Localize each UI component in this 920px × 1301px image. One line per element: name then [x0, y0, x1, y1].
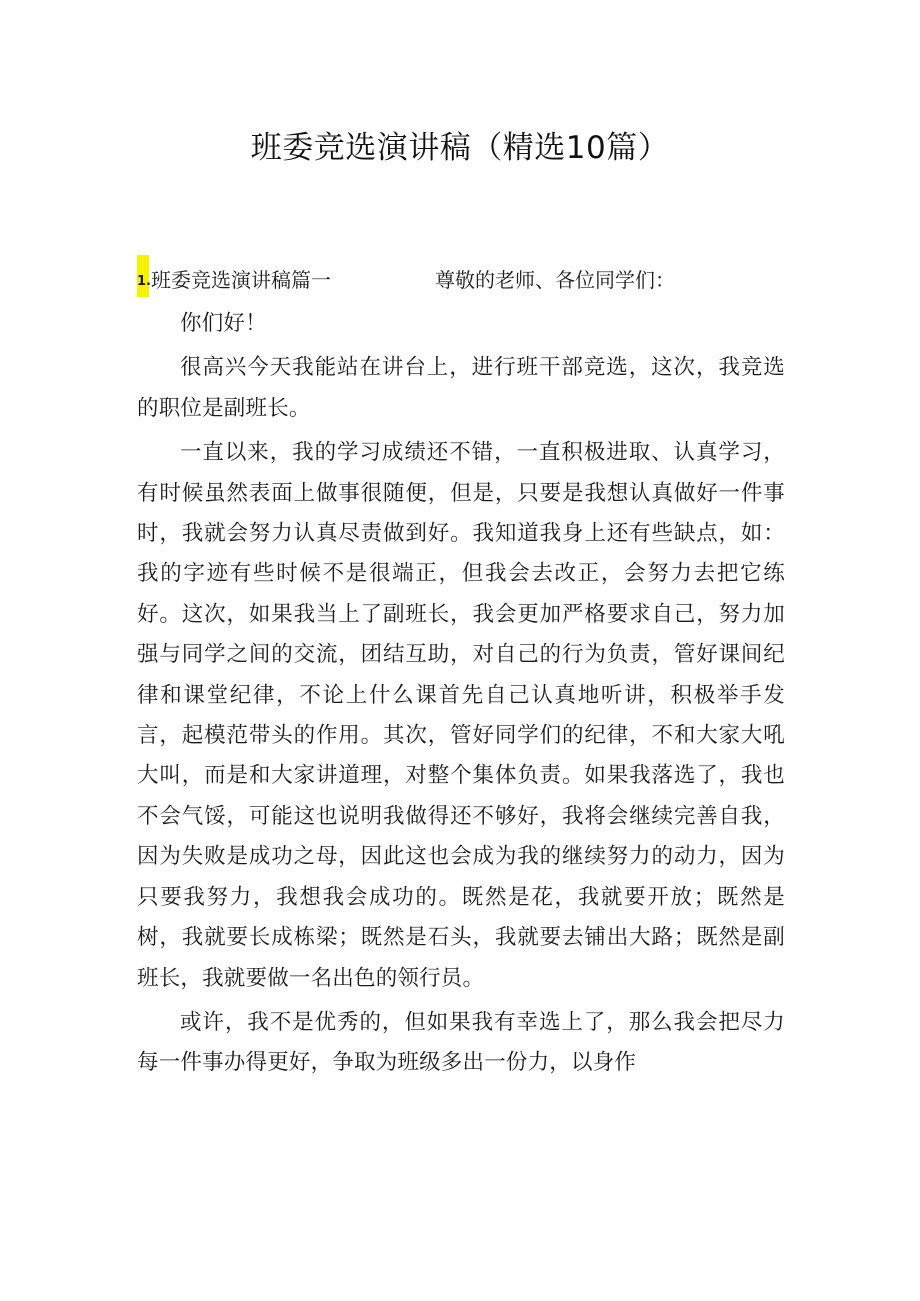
paragraph-greeting: 你们好！ [180, 311, 267, 336]
document-title: 班委竞选演讲稿（精选10篇） [250, 130, 670, 166]
section-title: 班委竞选演讲稿篇一 [151, 268, 331, 292]
salutation: 尊敬的老师、各位同学们： [435, 268, 675, 292]
paragraph-closing: 或许，我不是优秀的，但如果我有幸选上了，那么我会把尽力每一件事办得更好，争取为班级多出一份力，以身作 [137, 1009, 785, 1076]
section-heading [137, 262, 797, 298]
section-number: 1. [137, 274, 151, 289]
speech-body [137, 304, 785, 1084]
paragraph-intro: 很高兴今天我能站在讲台上，进行班干部竞选，这次，我竞选的职位是副班长。 [137, 355, 785, 421]
paragraph-main: 一直以来，我的学习成绩还不错，一直积极进取、认真学习，有时候虽然表面上做事很随便，但是，只要是我想认真做好一件事时，我就会努力认真尽责做到好。我知道我身上还有些缺点，如：我的字迹有些时候不是很端正，但我会去改正，会努力去把它练好。这次，如果我当上了副班长，我会更加严格要求自己，努力加强与同学之间的交流，团结互助，对自己的行为负责，管好课间纪律和课堂纪律，不论上什么课首先自己认真地听讲，积极举手发言，起模范带头的作用。其次，管好同学们的纪律，不和大家大吼大叫，而是和大家讲道理，对整个集体负责。如果我落选了，我也不会气馁，可能这也说明我做得还不够好，我将会继续完善自我，因为失败是成功之母，因此这也会成为我的继续努力的动力，因为只要我努力，我想我会成功的。既然是花，我就要开放；既然是树，我就要长成栋梁；既然是石头，我就要去铺出大路；既然是副班长，我就要做一名出色的领行员。 [137, 440, 785, 991]
